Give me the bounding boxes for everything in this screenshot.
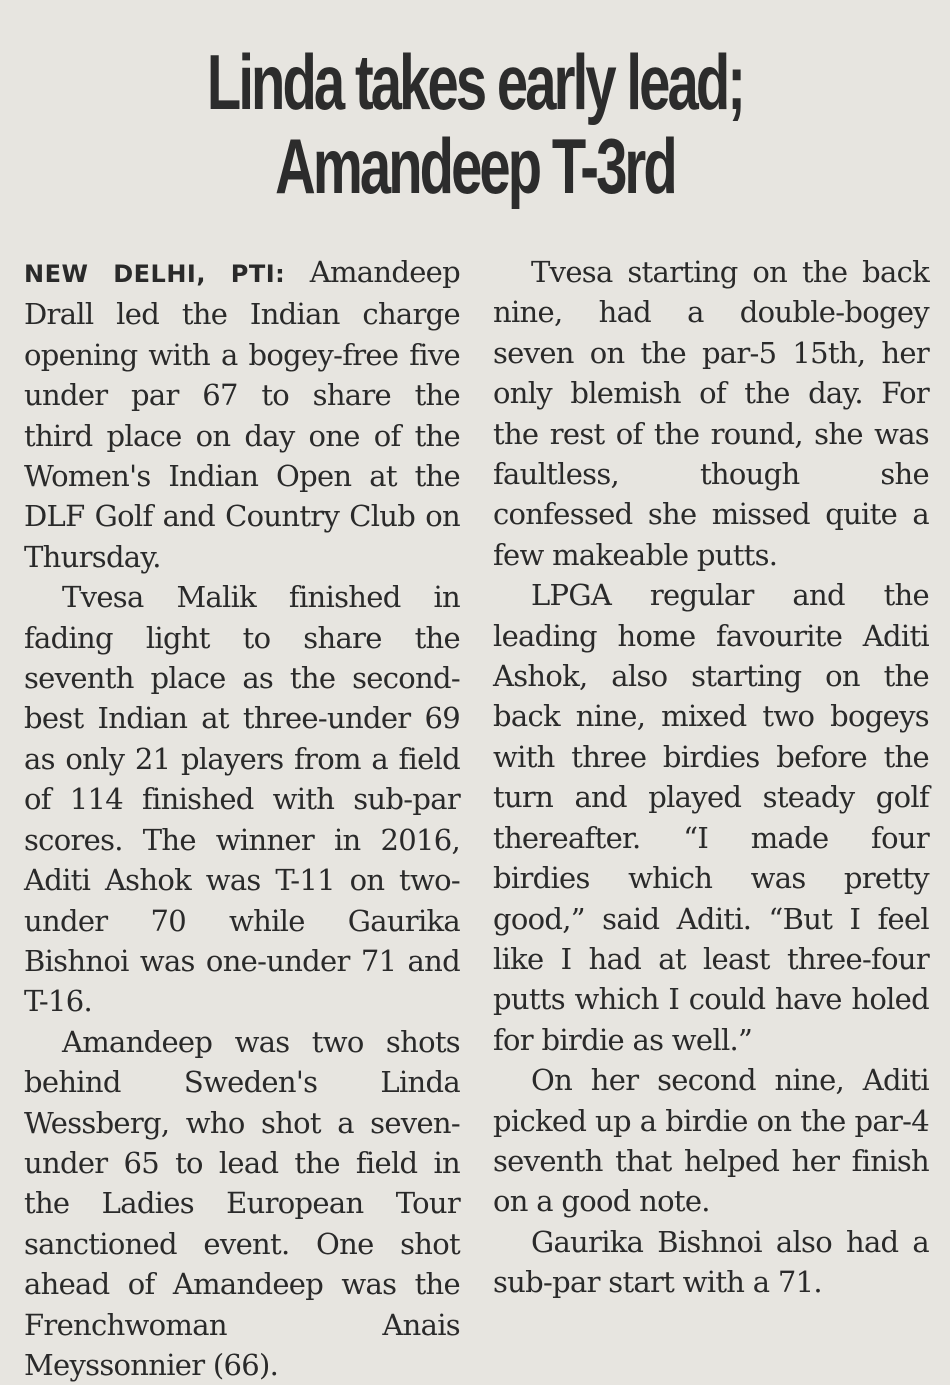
paragraph-4: Tvesa starting on the back nine, had a double-bogey seven on the par-5 15th, her only blemish of the day. For the rest of the round, she was faultless, though she confessed she missed quite a few makeable putts.	[493, 255, 929, 572]
paragraph-7: Gaurika Bishnoi also had a sub-par start with a 71.	[493, 1224, 929, 1300]
headline	[133, 40, 817, 208]
dateline: NEW DELHI, PTI:	[24, 260, 286, 288]
headline-line-2: Amandeep T-3rd	[275, 122, 675, 210]
paragraph-6: On her second nine, Aditi picked up a birdie on the par-4 seventh that helped her finish on a good note.	[493, 1063, 929, 1219]
article-column-left	[24, 252, 460, 1385]
paragraph-2: Tvesa Malik finished in fading light to share the seventh place as the second-best Indian at three-under 69 as only 21 players from a field of 114 finished with sub-par scores. The winner in 2016, Aditi Ashok was T-11 on two-under 70 while Gaurika Bishnoi was one-under 71 and T-16.	[24, 580, 460, 1019]
paragraph-5: LPGA regular and the leading home favourite Aditi Ashok, also starting on the back nine, mixed two bogeys with three birdies before the turn and played steady golf thereafter. “I made four birdies which was pretty good,” said Aditi. “But I feel like I had at least three-four putts which I could have holed for birdie as well.”	[493, 578, 929, 1057]
paragraph-1	[24, 252, 460, 577]
paragraph-3: Amandeep was two shots behind Sweden's Linda Wessberg, who shot a seven-under 65 to lead the field in the Ladies European Tour sanctioned event. One shot ahead of Amandeep was the Frenchwoman Anais Meyssonnier (66).	[24, 1024, 460, 1382]
headline-line-1: Linda takes early lead;	[206, 38, 744, 126]
article-column-right	[493, 252, 929, 1303]
paragraph-1-text: Amandeep Drall led the Indian charge opening with a bogey-free five under par 67 to share the third place on day one of the Women's Indian Open at the DLF Golf and Country Club on Thursday.	[24, 255, 460, 574]
